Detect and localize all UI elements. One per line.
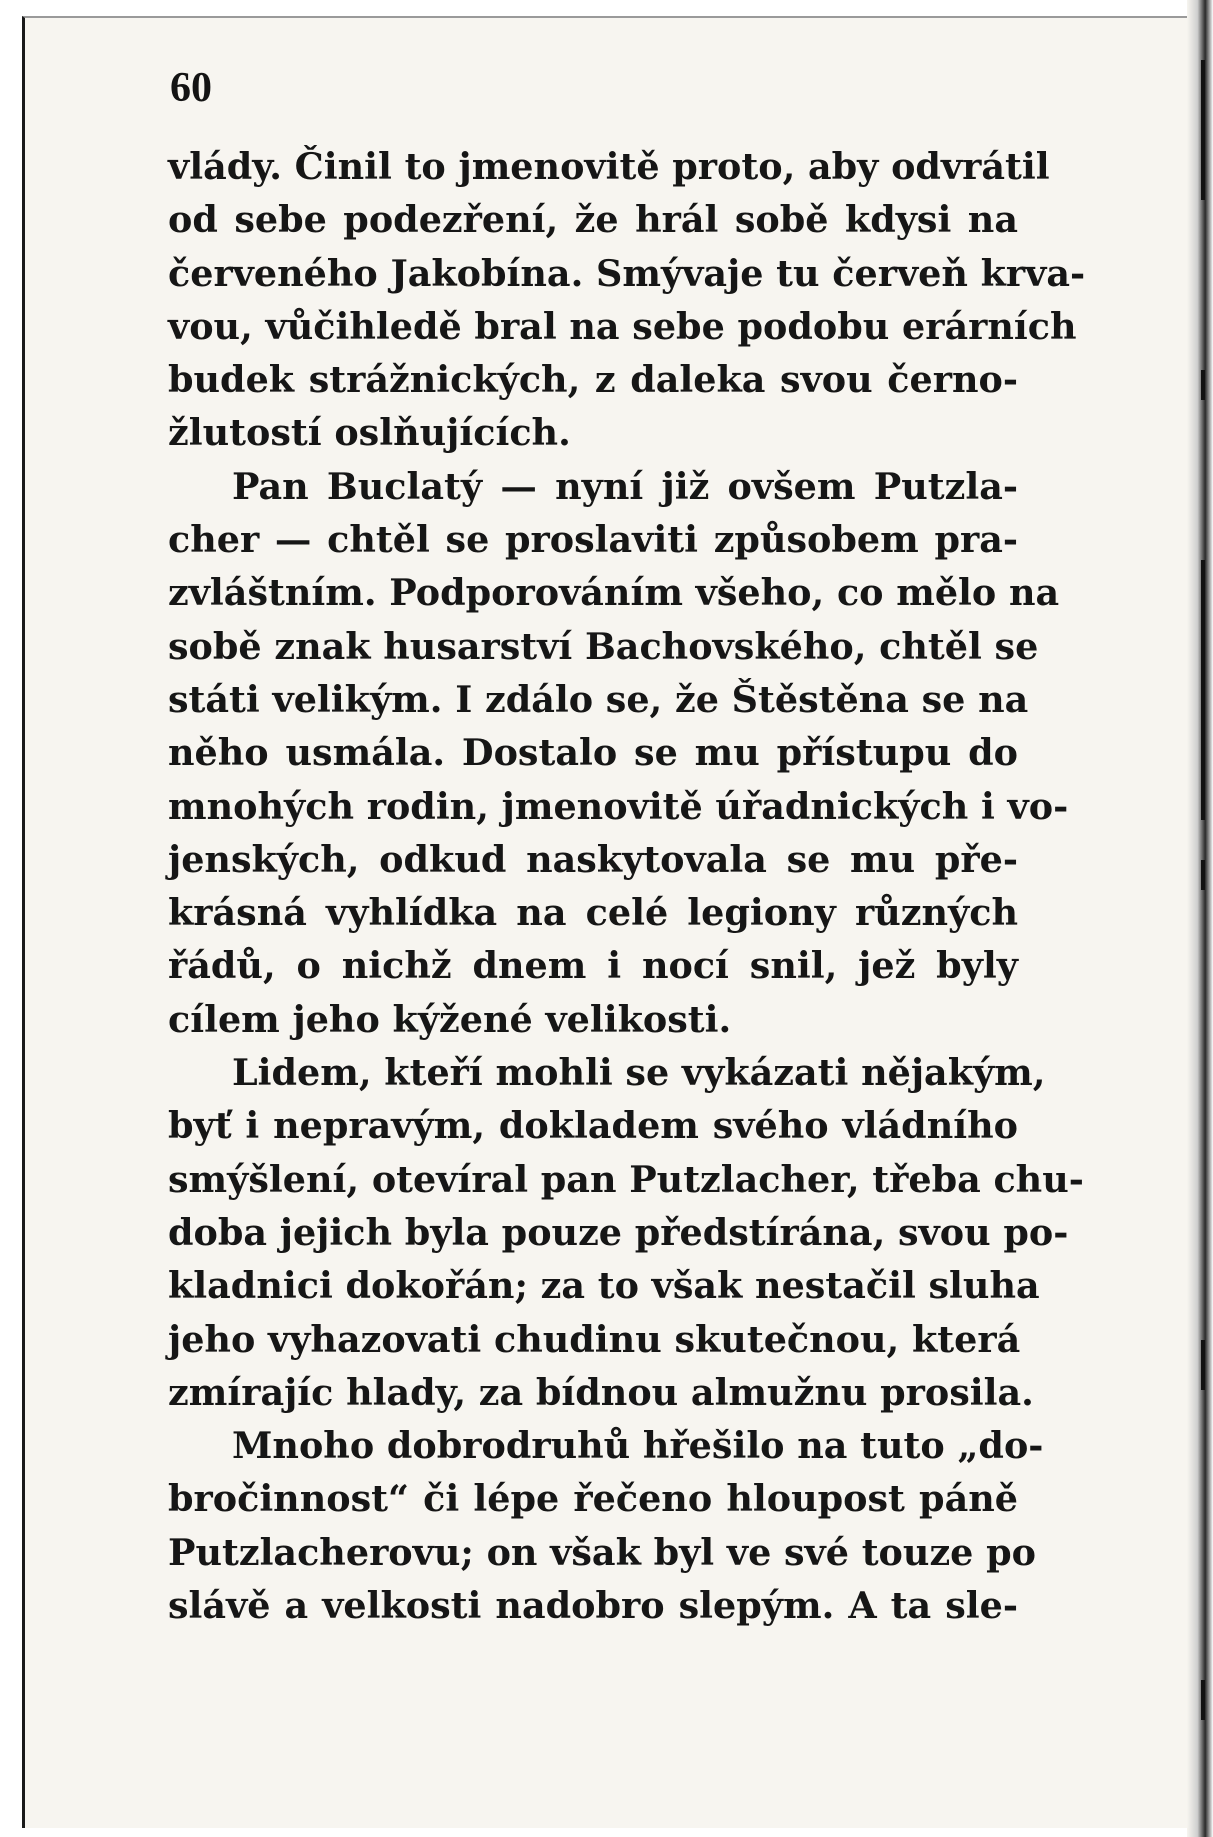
text-line: krásná vyhlídka na celé legiony různých	[168, 891, 1018, 935]
paragraph-end-line: žlutostí oslňujících.	[168, 411, 571, 455]
text-line: slávě a velkosti nadobro slepým. A ta sle-	[168, 1584, 1018, 1628]
paragraph-end-line: zmírajíc hlady, za bídnou almužnu prosila.	[168, 1370, 1034, 1414]
text-line: doba jejich byla pouze předstírána, svou po-	[168, 1210, 1069, 1254]
edge-mark	[1201, 560, 1205, 820]
text-line: mnohých rodin, jmenovitě úřadnických i vo-	[168, 784, 1069, 828]
text-line: státi velikým. I zdálo se, že Štěstěna se na	[168, 677, 1029, 721]
text-line: budek strážnických, z daleka svou černo-	[168, 358, 1018, 402]
text-line: něho usmála. Dostalo se mu přístupu do	[168, 731, 1018, 775]
text-line: od sebe podezření, že hrál sobě kdysi na	[168, 198, 1018, 242]
text-line: bročinnost“ či lépe řečeno hloupost páně	[168, 1477, 1018, 1521]
paragraph-start-line: Pan Buclatý — nyní již ovšem Putzla-	[232, 464, 1018, 508]
edge-mark	[1201, 860, 1205, 890]
text-line: zvláštním. Podporováním všeho, co mělo na	[168, 571, 1060, 615]
text-line: byť i nepravým, dokladem svého vládního	[168, 1104, 1018, 1148]
text-line: červeného Jakobína. Smývaje tu červeň krva-	[168, 251, 1086, 295]
text-line: kladnici dokořán; za to však nestačil sluha	[168, 1264, 1040, 1308]
paragraph-start-line: Mnoho dobrodruhů hřešilo na tuto „do-	[232, 1424, 1044, 1468]
paragraph-end-line: cílem jeho kýžené velikosti.	[168, 997, 732, 1041]
edge-mark	[1201, 370, 1205, 400]
text-line: vlády. Činil to jmenovitě proto, aby odvrátil	[168, 145, 1050, 188]
edge-mark	[1201, 1340, 1205, 1390]
edge-mark	[1201, 1680, 1205, 1720]
page-number: 60	[170, 65, 212, 111]
text-line: jeho vyhazovati chudinu skutečnou, která	[168, 1317, 1021, 1361]
text-line: sobě znak husarství Bachovského, chtěl se	[168, 624, 1039, 668]
text-line: jenských, odkud naskytovala se mu pře-	[168, 837, 1018, 881]
body-text	[168, 140, 1086, 1632]
text-line: řádů, o nichž dnem i nocí snil, jež byly	[168, 944, 1018, 988]
edge-mark	[1201, 60, 1205, 200]
text-line: Putzlacherovu; on však byl ve své touze po	[168, 1530, 1036, 1574]
page-edge-shadow	[1187, 0, 1213, 1837]
text-line: cher — chtěl se proslaviti způsobem pra-	[168, 518, 1018, 562]
paragraph-start-line: Lidem, kteří mohli se vykázati nějakým,	[232, 1051, 1046, 1095]
text-line: smýšlení, otevíral pan Putzlacher, třeba chu-	[168, 1157, 1084, 1201]
text-line: vou, vůčihledě bral na sebe podobu erárních	[168, 304, 1077, 348]
